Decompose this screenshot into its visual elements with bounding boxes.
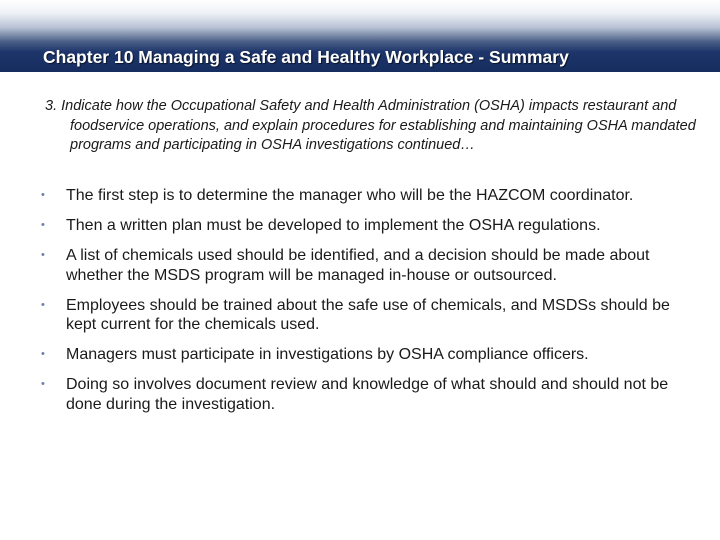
title-bar	[0, 0, 720, 72]
bullet-icon: •	[41, 348, 45, 360]
bullet-icon: •	[41, 219, 45, 231]
learning-objective: 3. Indicate how the Occupational Safety and Health Administration (OSHA) impacts restaurant and foodservice operations, and explain procedures for establishing and maintaining OSHA mandated programs and participating in OSHA investigations continued…	[45, 98, 696, 153]
bullet-icon: •	[41, 378, 45, 390]
bullet-item	[41, 296, 691, 335]
bullet-text: Employees should be trained about the safe use of chemicals, and MSDSs should be kept current for the chemicals used.	[66, 296, 670, 333]
slide-title: Chapter 10 Managing a Safe and Healthy Workplace - Summary	[43, 47, 569, 67]
bullet-text: A list of chemicals used should be identified, and a decision should be made about whether the MSDS program will be managed in-house or outsourced.	[66, 247, 650, 284]
bullet-text: Doing so involves document review and knowledge of what should and should not be done during the investigation.	[66, 376, 669, 413]
bullet-text: The first step is to determine the manager who will be the HAZCOM coordinator.	[66, 187, 634, 204]
bullet-item	[41, 375, 691, 414]
bullet-icon: •	[41, 249, 45, 261]
bullet-icon: •	[41, 189, 45, 201]
bullet-icon: •	[41, 298, 45, 311]
bullet-text: Then a written plan must be developed to implement the OSHA regulations.	[66, 217, 601, 234]
bullet-item	[41, 345, 691, 365]
bullet-item	[41, 216, 691, 236]
bullet-list	[41, 186, 691, 425]
bullet-item	[41, 246, 691, 285]
bullet-item	[41, 186, 691, 206]
bullet-text: Managers must participate in investigations by OSHA compliance officers.	[66, 346, 589, 363]
